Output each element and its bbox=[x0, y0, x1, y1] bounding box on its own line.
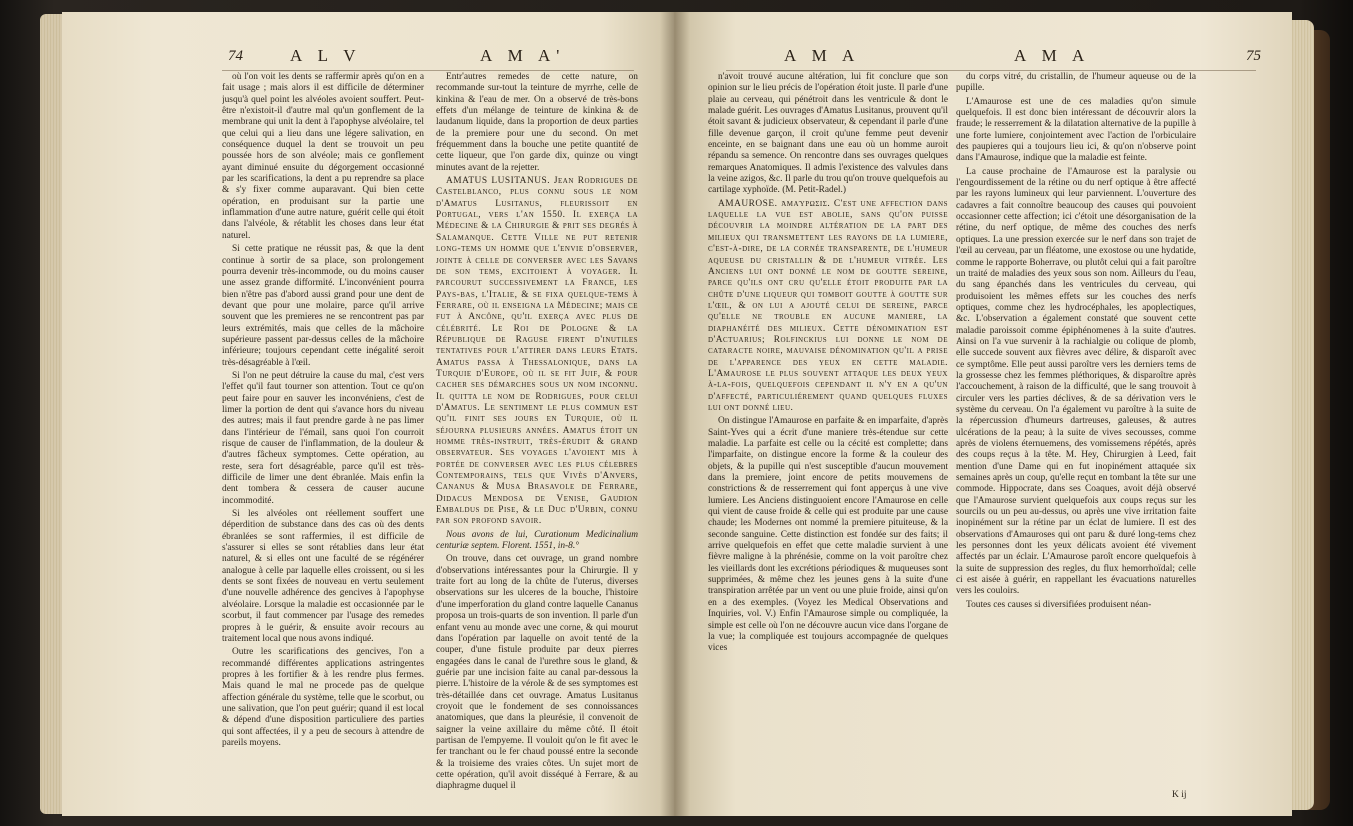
running-head: A M A bbox=[1014, 46, 1091, 65]
citation: Nous avons de lui, Curationum Medicinalium centuriæ septem. Florent. 1551, in-8.° bbox=[436, 529, 638, 552]
header-rule bbox=[222, 70, 634, 71]
running-head: A M A' bbox=[480, 46, 566, 65]
page-number: 75 bbox=[1246, 48, 1261, 64]
paragraph: On distingue l'Amaurose en parfaite & en imparfaite, d'après Saint-Yves qui a écrit d'une maniere très-étendue sur cette maladie. La parfaite est celle ou la cécité est complette; dans l'imparfaite, on distingue encore la forme & la couleur des objets, & la pupille qui n'est susceptible d'aucun mouvement dans la premiere, joint encore de petits mouvemens de constrictions & de resserrement qui font apperçus à une vive lumiere. Les Anciens distinguoient encore l'Amaurose en celle qui vient de cause froide & celle qui est produite par une cause chaude; les Modernes ont nommé la premiere pituiteuse, & la seconde sanguine. Cette distinction est fondée sur des faits; il arrive quelquefois en effet que cette maladie survient à une fièvre maligne à la phrénésie, comme on la voit paroître chez les vieillards dont les excrétions périodiques & muqueuses sont supprimées, & même chez les jeunes gens à la suite d'une transpiration arrêtée par un vent ou une pluie froide, ainsi qu'on en a des exemples. (Voyez les Medical Observations and Inquiries, vol. V.) Enfin l'Amaurose simple ou compliquée, la simple est celle où l'on ne découvre aucun vice dans l'organe de la vue; la compliquée est toujours accompagnée de quelques vices bbox=[708, 416, 948, 654]
article-heading-paragraph: AMAUROSE. ἀμαύρωσις. C'est une affection dans laquelle la vue est abolie, sans qu'on puisse découvrir la moindre altération de la part des milieux qui transmettent les rayons de la lumiere, c'est-à-dire, de la cornée transparente, de l'humeur aqueuse du cristallin & de l'humeur vitrée. Les Anciens lui ont donné le nom de goutte sereine, parce qu'ils ont cru qu'elle étoit produite par la chûte d'une liqueur qui tomboit goutte à goutte sur l'œil, & on lui a ajouté celui de sereine, parce qu'elle ne trouble en aucune maniere, la diaphanéité des milieux. Cette dénomination est d'Actuarius; Rolfinckius lui donne le nom de cataracte noire, mauvaise dénomination qu'il a prise de l'apparence des yeux en cette maladie. L'Amaurose le plus souvent attaque les deux yeux à-la-fois, quelquefois cependant il n'y en a qu'un d'affecté, particuliérement quand quelques fluxes lui ont donné lieu. bbox=[708, 198, 948, 413]
text-column-2 bbox=[956, 72, 1196, 788]
running-head: A M A bbox=[784, 46, 861, 65]
left-page bbox=[62, 12, 674, 816]
paragraph: Si l'on ne peut détruire la cause du mal, c'est vers l'effet qu'il faut tourner son attention. Tout ce qu'on peut faire pour en sauver les inconvéniens, c'est de limer la portion de dent qui s'avance hors du niveau des autres; mais il faut prendre garde à ne pas limer dans l'intérieur de l'émail, sans quoi l'on courroit risque de causer de l'inflammation, de la douleur & d'autres fâcheux symptomes. Cette opération, au reste, sera fort désagréable, parce qu'il est très-difficile de limer une dent ébranlée. Mais enfin la dent tombera & cessera de causer aucune incommodité. bbox=[222, 370, 424, 506]
paragraph: Toutes ces causes si diversifiées produisent néan- bbox=[966, 599, 1152, 610]
paragraph: L'Amaurose est une de ces maladies qu'on simule quelquefois. Il est donc bien intéressant de découvrir alors la fraude; le resserrement & la dilatation alternative de la pupille à une forte lumiere, conjointement avec l'action de l'orbiculaire des paupieres qui a toujours lieu ici, & qu'on n'observe point dans l'Amaurose, indique que la maladie est feinte. bbox=[956, 96, 1196, 164]
paragraph: où l'on voit les dents se raffermir après qu'on en a fait usage ; mais alors il est difficile de déterminer jusqu'à quel point les alvéoles avoient souffert. Peut-être n'existoit-il d'autre mal qu'un gonflement de la membrane qui unit la dent à l'apophyse alvéolaire, tel que celui qui a lieu dans une légere salivation, en conséquence duquel la dent se trouvoit un peu poussée hors de son alvéole; mais ce gonflement ayant diminué ensuite du dégorgement occasionné par les scarifications, la dent a pu reprendre sa place & s'y fixer comme auparavant. Qui bien cette opération, en produisant sur la partie une inflammation d'une autre nature, guérit celle qui étoit dans l'alvéole, & rétablit les choses dans leur état naturel. bbox=[222, 72, 424, 241]
paragraph: du corps vitré, du cristallin, de l'humeur aqueuse ou de la pupille. bbox=[956, 72, 1196, 94]
paragraph: Si cette pratique ne réussit pas, & que la dent continue à sortir de sa place, son prolongement pourra devenir très-incommode, ou du moins causer une assez grande difformité. L'inconvénient pourra bien n'être pas d'abord aussi grand pour une dent de devant que pour une molaire, parce qu'il arrive souvent que les premieres ne se rencontrent pas par leurs extrémités, mais que celles de la mâchoire supérieure passent par-dessus celles de la mâchoire inférieure; toujours cependant cette inégalité seroit très-désagréable à l'œil. bbox=[222, 244, 424, 368]
right-page bbox=[674, 12, 1292, 816]
paragraph: Outre les scarifications des gencives, l'on a recommandé différentes applications astringentes propres à les fortifier & à les rendre plus fermes. Mais quand le mal ne procede pas de quelque affection générale du système, telle que le scorbut, ou une salivation, que l'on peut guérir; quand il est local & dépend d'une disposition particuliere des parties qui sont affectées, il y a peu de secours à attendre de pareils moyens. bbox=[222, 647, 424, 748]
running-head: A L V bbox=[290, 46, 362, 65]
article-heading-paragraph: AMATUS LUSITANUS. Jean Rodrigues de Castelblanco, plus connu sous le nom d'Amatus Lusitanus, fleurissoit en Portugal, vers l'an 1550. Il exerça la Médecine & la Chirurgie & prit ses degrés à Salamanque. Cette Ville ne put retenir long-tems un homme que l'envie d'observer, jointe à celle de converser avec les Savans de son tems, excitoient à voyager. Il parcourut successivement la France, les Pays-bas, l'Italie, & se fixa quelque-tems à Ferrare, où il enseigna la Médecine; mais ce fut à Ancône, qu'il exerça avec plus de célébrité. Le Roi de Pologne & la République de Raguse firent d'inutiles tentatives pour l'attirer dans leurs Etats. Amatus passa à Thessalonique, dans la Turquie d'Europe, où il se fit Juif, & pour cacher ses démarches sous un nom inconnu. Il quitta le nom de Rodrigues, pour celui d'Amatus. Le sentiment le plus commun est qu'il finit ses jours en Turquie, où il séjourna plusieurs années. Amatus étoit un homme très-instruit, très-érudit & grand observateur. Ses voyages l'avoient mis à portée de converser avec les plus célebres Contemporains, tels que Vivès d'Anvers, Cananus & Musa Brasavole de Ferrare, Didacus Mendosa de Venise, Gaudion Embaldus de Pise, & le Duc d'Urbin, connu par son profond savoir. bbox=[436, 176, 638, 527]
paragraph: La cause prochaine de l'Amaurose est la paralysie ou l'engourdissement de la rétine ou du nerf optique à être affecté par les rayons lumineux qui leur parviennent. L'ouverture des cadavres a fait connoître beaucoup des causes qui pouvoient occasionner cette affection; ici c'étoit une désorganisation de la rétine, du nerf optique, de même des couches des nerfs optiques. La une pression exercée sur le nerf dans son trajet de l'œil au cerveau, par un fléatome, une exostose ou une hydatide, comme le rapporte Boherrave, ou plutôt celui qui a fait paroître un traité de maladies des yeux sous son nom. Ailleurs du l'eau, du sang épanchés dans les ventricules du cerveau, qui produisoient les mêmes effets sur les couches des nerfs optiques, comme chez les hydrocéphales, les apoplectiques, &c. L'observation a également constaté que souvent cette maladie paroissoit comme épiphénomenes à la suite d'autres. Ainsi on l'a vue survenir à la rachialgie ou colique de plomb, elle succede souvent aux fièvres avec délire, & disparoît avec ce symptôme. Elle peut aussi paroître vers les derniers tems de la grossesse chez les femmes pléthoriques, & disparoître après l'accouchement, à raison de la difficulté, que le sang trouvoit à circuler vers les parties déclives, & de sa dérivation vers le système du cerveau. On l'a également vu paroître à la suite de la répercussion d'humeurs dartreuses, galeuses, & autres ulcérations de la peau; à la suite de vives secousses, comme après de violens éternuemens, des vomissemens répétés, après des coups reçus à la tête. M. Hey, Chirurgien à Leed, fait mention d'une Dame qui en fut inopinément attaquée six semaines après un coup, qu'elle reçut en tombant la tête sur une commode. Hippocrate, dans ses Coaques, avoit déjà observé que l'Amaurose survient quelquefois aux coups reçus sur les sourcils ou un peu au-dessus, ou après une vive irritation faite inopinément sur la rétine par un éclat de lumiere. Il est des observations d'Amauroses qui ont paru & duré long-tems chez les personnes dont les yeux délicats avoient été vivement affectés par un éclair. L'Amaurose paroît encore quelquefois à la suite de suppression des regles, du flux hemorrhoïdal; celle ci est aisée à guérir, en rappellant les évacuations naturelles vers les couloirs. bbox=[956, 166, 1196, 597]
book-gutter bbox=[660, 12, 690, 816]
paragraph: Si les alvéoles ont réellement souffert une déperdition de substance dans des cas où des dents ébranlées se sont raffermies, il est difficile de s'assurer si elles se sont rétablies dans leur état naturel, & si elles ont une faculté de se régénérer analogue à celle par laquelle elles croissent, ou si les dents se sont fixées de nouveau en vertu seulement d'une nouvelle adhérence des gencives à l'apophyse alvéolaire. Lorsque la maladie est occasionnée par le scorbut, il faut commencer par l'usage des remedes propres à le guérir, & ensuite avoir recours au traitement local que nous avons indiqué. bbox=[222, 509, 424, 644]
text-column-2 bbox=[436, 72, 638, 800]
paragraph: Entr'autres remedes de cette nature, on recommande sur-tout la teinture de myrrhe, celle de kinkina & l'eau de mer. On a observé de très-bons effets d'un mélange de teinture de kinkina & de laudanum liquide, dans la proportion de deux parties de la premiere pour une du second. On met fréquemment dans la bouche une petite quantité de cette liqueur, que l'on garde dix, quinze ou vingt minutes avant de la rejetter. bbox=[436, 72, 638, 173]
text-column-1 bbox=[222, 72, 424, 800]
page-number: 74 bbox=[228, 48, 243, 64]
paragraph: On trouve, dans cet ouvrage, un grand nombre d'observations intéressantes pour la Chirurgie. Il y traite fort au long de la chûte de l'uterus, diverses observations sur les ulceres de la bouche, l'histoire d'une imperforation du gland contre laquelle Cananus proposa un trois-quarts de son invention. Il parle d'un enfant venu au monde avec une corne, & qui mourut dans l'opération par laquelle on avoit tenté de la couper, d'une fistule produite par deux pierres engagées dans le canal de l'urethre sous le gland, & guérie par une incision faite au canal par-dessous la pierre. L'histoire de la vérole & de ses symptomes est très-détaillée dans cet ouvrage. Amatus Lusitanus croyoit que le fondement de ses connoissances anatomiques, que dans la pleurésie, il convenoit de saigner la veine axillaire du même côté. Il étoit partisan de l'empyeme. Il vouloit qu'on le fit avec le fer tranchant ou le fer chaud poussé entre la seconde & la troisieme des vraies côtes. Un sujet mort de cette opération, qu'il avoit disséqué à Ferrare, & au diaphragme duquel il bbox=[436, 554, 638, 792]
signature-mark: K ij bbox=[1172, 790, 1187, 800]
header-rule bbox=[726, 70, 1256, 71]
paragraph: n'avoit trouvé aucune altération, lui fit conclure que son opinion sur le lieu précis de l'opération étoit juste. Il parle d'une plaie au cerveau, qui pénétroit dans les ventricule & dont le malade guérit. Les ouvrages d'Amatus Lusitanus, prouvent qu'il étoit savant & judicieux observateur, & cependant il parle d'une fille devenue garçon, il croit qu'une femme peut devenir enceinte, en se baignant dans une eau où un homme auroit répandu sa semence. On rencontre dans ses ouvrages quelques remarques Anatomiques. Il admis l'existence des valvules dans la veine azigos, &c. Il parle du trou qu'on trouve quelquefois au cartilage xyphoïde. (M. Petit-Radel.) bbox=[708, 72, 948, 196]
text-column-1 bbox=[708, 72, 948, 788]
